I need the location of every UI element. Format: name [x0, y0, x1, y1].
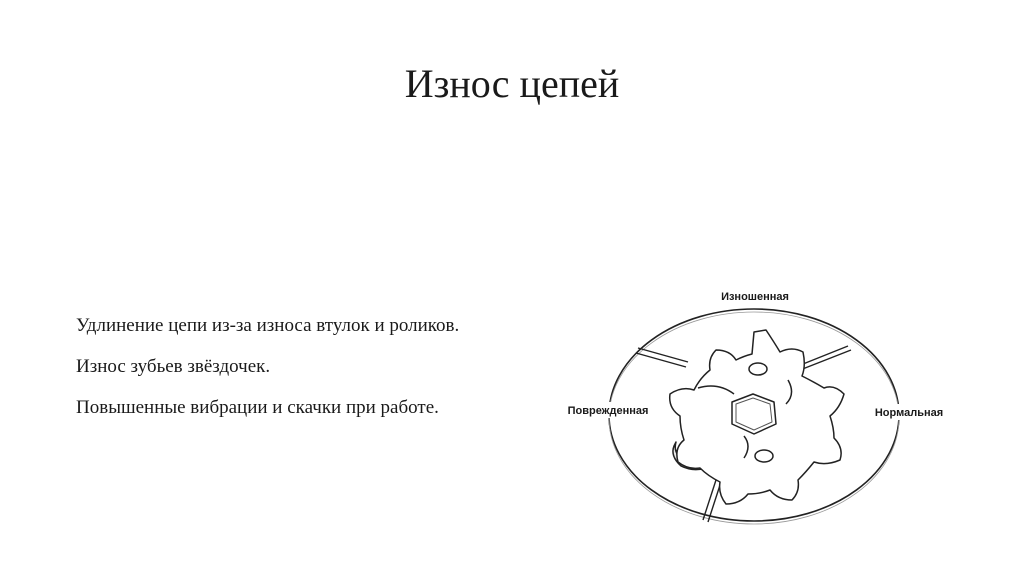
bolt-hole [755, 450, 773, 462]
bullet-item: Удлинение цепи из-за износа втулок и роликов. [76, 315, 460, 336]
bullet-list [76, 312, 516, 435]
sprocket-icon [670, 330, 844, 504]
slide-title: Износ цепей [404, 61, 620, 106]
label-damaged: Поврежденная [567, 405, 649, 417]
label-worn: Изношенная [721, 291, 789, 303]
sprocket-wear-diagram [548, 270, 960, 540]
bullet-item: Износ зубьев звёздочек. [76, 356, 271, 377]
bullet-item: Повышенные вибрации и скачки при работе. [76, 397, 439, 418]
label-normal: Нормальная [874, 407, 944, 419]
bolt-hole [749, 363, 767, 375]
